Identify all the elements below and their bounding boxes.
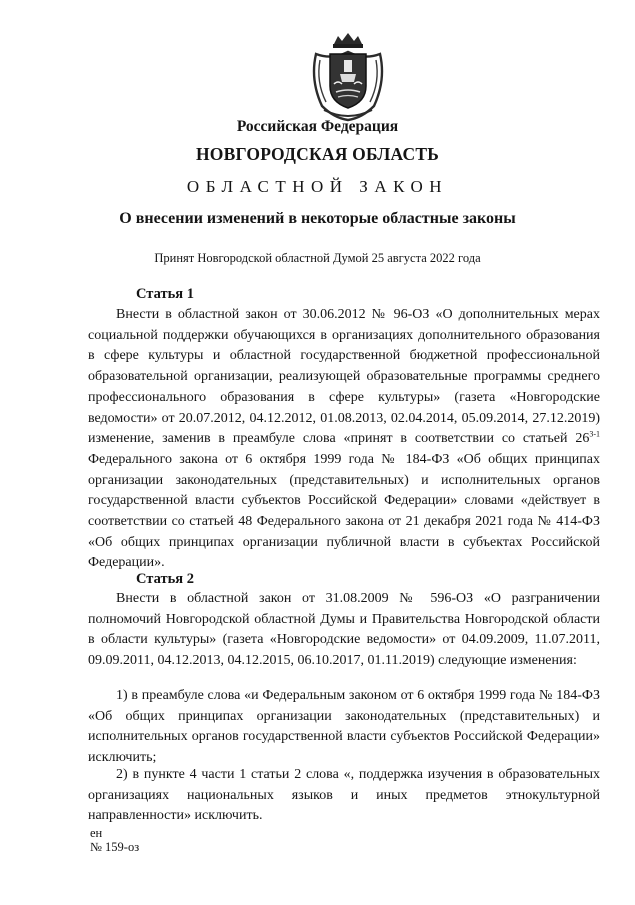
- article-1-text-part2: Федерального закона от 6 октября 1999 года № 184-ФЗ «Об общих принципах организации законодательных (представительных) и исполнительных органов государственной власти субъектов Российской Федерации» словами «действует в соответствии со статьей 48 Федерального закона от 21 декабря 2021 года № 414-ФЗ «Об общих принципах организации публичной власти в субъектах Российской Федерации».: [88, 451, 600, 571]
- article-2-item-1-text: 1) в преамбуле слова «и Федеральным законом от 6 октября 1999 года № 184-ФЗ «Об общих принципах организации законодательных (представительных) и исполнительных органов государственной власти субъектов Российской Федерации» исключить;: [88, 688, 600, 766]
- article-1-heading: Статья 1: [136, 286, 194, 302]
- adoption-line: Принят Новгородской областной Думой 25 августа 2022 года: [154, 251, 481, 265]
- document-footer: [90, 826, 139, 854]
- article-1-text-part1: Внести в областной закон от 30.06.2012 № 96-ОЗ «О дополнительных мерах социальной поддержки обучающихся в организациях дополнительного образования в сфере культуры и областной государственной бюджетной профессиональной образовательной организации, реализующей образовательные программы среднего профессионального образования в сфере культуры» (газета «Новгородские ведомости» от 20.07.2012, 04.12.2012, 01.08.2013, 02.04.2014, 05.09.2014, 27.12.2019) изменение, заменив в преамбуле слова «принят в соответствии со статьей 26: [88, 307, 600, 447]
- article-2-item-2-text: 2) в пункте 4 части 1 статьи 2 слова «, поддержка изучения в образовательных организациях национальных языков и иных предметов этнокультурной направленности» исключить.: [88, 767, 600, 824]
- federation-heading: Российская Федерация: [236, 118, 399, 135]
- article-2-intro: [88, 589, 600, 672]
- article-1-text: [88, 305, 600, 574]
- coat-of-arms-emblem: [304, 30, 392, 122]
- article-1-superscript: 3-1: [589, 429, 600, 439]
- article-2-heading: Статья 2: [136, 571, 194, 587]
- law-type-heading: ОБЛАСТНОЙ ЗАКОН: [186, 177, 449, 196]
- article-2-item-2: [88, 765, 600, 827]
- region-heading: НОВГОРОДСКАЯ ОБЛАСТЬ: [196, 144, 439, 164]
- law-title: О внесении изменений в некоторые областные законы: [119, 210, 516, 227]
- article-2-intro-text: Внести в областной закон от 31.08.2009 № 596-ОЗ «О разграничении полномочий Новгородской областной Думы и Правительства Новгородской области в области культуры» (газета «Новгородские ведомости» от 04.09.2009, 11.07.2011, 09.09.2011, 04.12.2013, 04.12.2015, 06.10.2017, 01.11.2019) следующие изменения:: [88, 591, 600, 669]
- footer-number: № 159-оз: [90, 840, 140, 854]
- article-2-item-1: [88, 686, 600, 769]
- footer-initials: ен: [90, 826, 103, 840]
